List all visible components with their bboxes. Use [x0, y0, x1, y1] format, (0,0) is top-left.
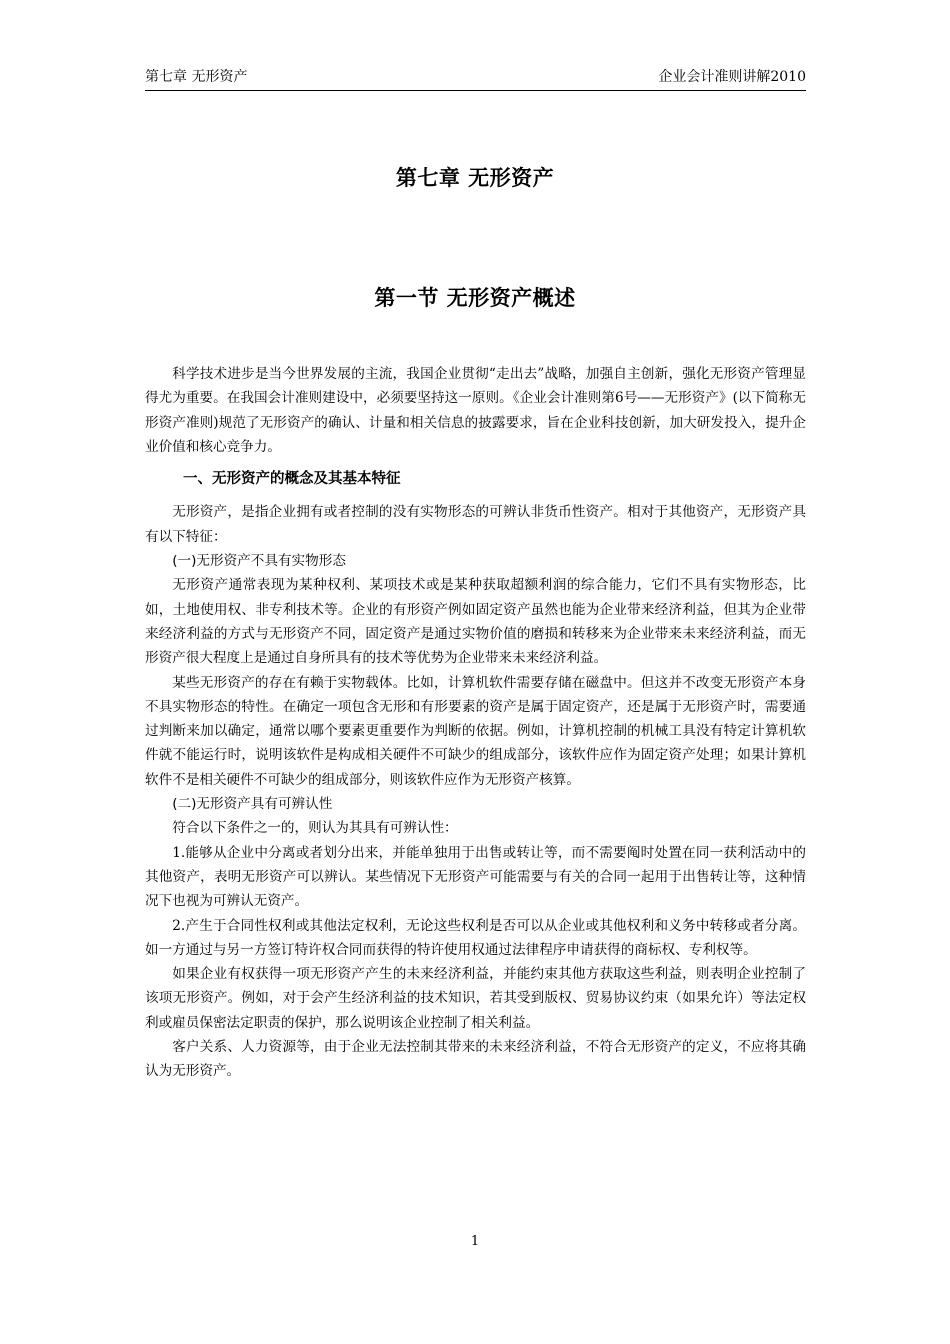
paragraph-no-physical-form: 无形资产通常表现为某种权利、某项技术或是某种获取超额利润的综合能力，它们不具有实物形态，比如，土地使用权、非专利技术等。企业的有形资产例如固定资产虽然也能为企业带来经济利益，但其为企业带来经济利益的方式与无形资产不同，固定资产是通过实物价值的磨损和转移来为企业带来未来经济利益，而无形资产很大程度上是通过自身所具有的技术等优势为企业带来未来经济利益。 [145, 577, 806, 667]
paragraph-control: 如果企业有权获得一项无形资产产生的未来经济利益，并能约束其他方获取这些利益，则表明企业控制了该项无形资产。例如，对于会产生经济利益的技术知识，若其受到版权、贸易协议约束（如果允许）等法定权利或雇员保密法定职责的保护，那么说明该企业控制了相关利益。 [145, 966, 806, 1031]
paragraph-condition-2: 2.产生于合同性权利或其他法定权利，无论这些权利是否可以从企业或其他权利和义务中转移或者分离。如一方通过与另一方签订特许权合同而获得的特许使用权通过法律程序申请获得的商标权、专利权等。 [145, 917, 806, 958]
paragraph-identifiable-conditions: 符合以下条件之一的，则认为其具有可辨认性： [172, 820, 458, 837]
header-chapter: 第七章 无形资产 [145, 69, 248, 85]
paragraph-physical-carrier: 某些无形资产的存在有赖于实物载体。比如，计算机软件需要存储在磁盘中。但这并不改变无形资产本身不具实物形态的特性。在确定一项包含无形和有形要素的资产是属于固定资产，还是属于无形资产时，需要通过判断来加以确定，通常以哪个要素更重要作为判断的依据。例如，计算机控制的机械工具没有特定计算机软件就不能运行时，说明该软件是构成相关硬件不可缺少的组成部分，该软件应作为固定资产处理；如果计算机软件不是相关硬件不可缺少的组成部分，则该软件应作为无形资产核算。 [145, 674, 806, 788]
heading-concept: 一、无形资产的概念及其基本特征 [183, 471, 401, 488]
page-header [145, 66, 806, 91]
paragraph-condition-1: 1.能够从企业中分离或者划分出来，并能单独用于出售或转让等，而不需要阄时处置在同一获利活动中的其他资产，表明无形资产可以辨认。某些情况下无形资产可能需要与有关的合同一起用于出售转让等，这种情况下也视为可辨认无资产。 [145, 844, 806, 910]
paragraph-definition: 无形资产，是指企业拥有或者控制的没有实物形态的可辨认非货币性资产。相对于其他资产，无形资产具有以下特征： [145, 504, 806, 545]
header-book-title: 企业会计准则讲解2010 [658, 69, 806, 85]
intro-paragraph: 科学技术进步是当今世界发展的主流，我国企业贯彻“走出去”战略，加强自主创新，强化无形资产管理显得尤为重要。在我国会计准则建设中，必须要坚持这一原则。《企业会计准则第6号——无形资产》(以下简称无形资产准则)规范了无形资产的确认、计量和相关信息的披露要求，旨在企业科技创新，加大研发投入，提升企业价值和核心竞争力。 [145, 366, 806, 455]
page-number: 1 [470, 1234, 480, 1249]
paragraph-customer-relations: 客户关系、人力资源等，由于企业无法控制其带来的未来经济利益，不符合无形资产的定义，不应将其确认为无形资产。 [145, 1039, 806, 1080]
subheading-identifiable: (二)无形资产具有可辨认性 [172, 796, 333, 813]
section-title: 第一节 无形资产概述 [374, 286, 576, 310]
body-text [145, 362, 806, 1084]
chapter-title: 第七章 无形资产 [395, 166, 555, 190]
subheading-no-physical-form: (一)无形资产不具有实物形态 [172, 553, 346, 570]
